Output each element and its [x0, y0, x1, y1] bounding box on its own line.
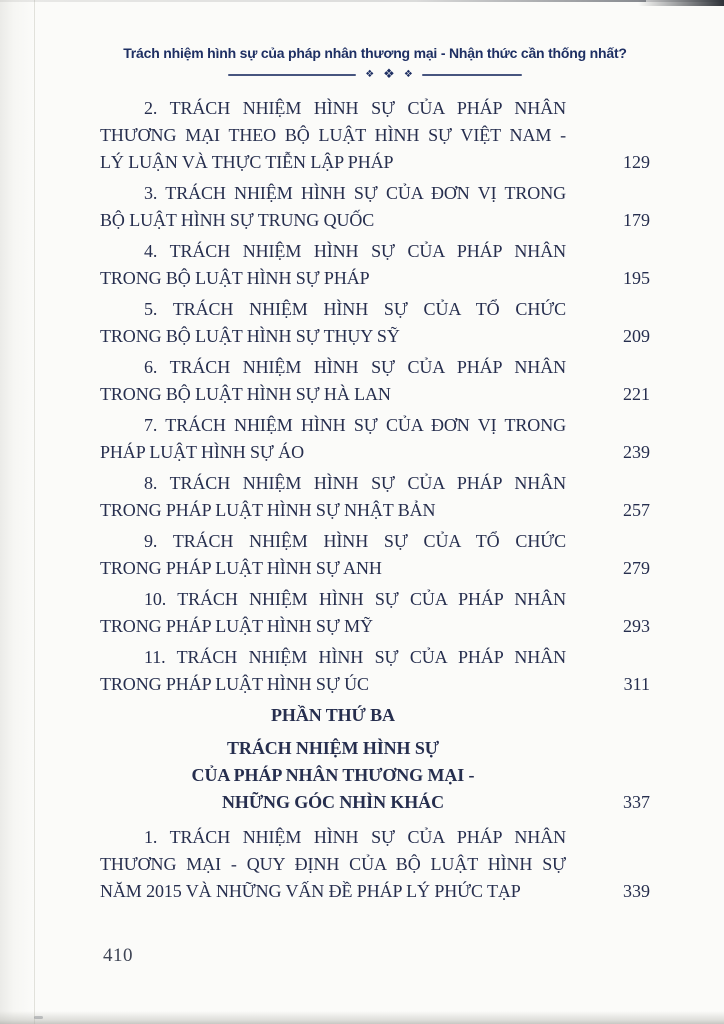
toc-entry-line: 9. TRÁCH NHIỆM HÌNH SỰ CỦA TỔ CHỨC [144, 531, 566, 551]
scan-edge-bottom [0, 1011, 724, 1024]
toc-entry-line: TRONG PHÁP LUẬT HÌNH SỰ MỸ [100, 616, 373, 636]
divider-rule-left [228, 74, 356, 76]
page-number: 129 [623, 152, 650, 172]
toc-entry [100, 296, 650, 350]
toc-entry-line: NĂM 2015 VÀ NHỮNG VẤN ĐỀ PHÁP LÝ PHỨC TẠP [100, 881, 521, 901]
toc-entry-line: TRONG BỘ LUẬT HÌNH SỰ HÀ LAN [100, 384, 391, 404]
toc-entry-line: TRONG PHÁP LUẬT HÌNH SỰ ÚC [100, 674, 369, 694]
table-of-contents [100, 95, 650, 905]
toc-entry [100, 238, 650, 292]
page-content [100, 44, 650, 909]
scan-shadow-corner [638, 0, 724, 6]
section-title-line: NHỮNG GÓC NHÌN KHÁC [222, 792, 444, 812]
toc-entry-line: LÝ LUẬN VÀ THỰC TIỄN LẬP PHÁP [100, 152, 394, 172]
toc-entry-line: 11. TRÁCH NHIỆM HÌNH SỰ CỦA PHÁP NHÂN [144, 647, 566, 667]
page-number: 311 [623, 674, 650, 694]
toc-entry [100, 586, 650, 640]
toc-entry-line: 8. TRÁCH NHIỆM HÌNH SỰ CỦA PHÁP NHÂN [144, 473, 566, 493]
page-number: 279 [623, 558, 650, 578]
page-number: 239 [623, 442, 650, 462]
toc-entries-part2 [100, 95, 650, 698]
page-number: 339 [623, 881, 650, 901]
section-heading-lines [100, 702, 566, 816]
toc-entry [100, 412, 650, 466]
toc-entry [100, 644, 650, 698]
toc-entry-line: TRONG BỘ LUẬT HÌNH SỰ PHÁP [100, 268, 370, 288]
page-number: 195 [623, 268, 650, 288]
toc-entry-line: TRONG PHÁP LUẬT HÌNH SỰ ANH [100, 558, 382, 578]
toc-entry-line: 7. TRÁCH NHIỆM HÌNH SỰ CỦA ĐƠN VỊ TRONG [144, 415, 566, 435]
toc-entries-part3 [100, 824, 650, 905]
running-header [100, 44, 650, 83]
toc-entry [100, 180, 650, 234]
toc-section-heading [100, 702, 650, 816]
ornament-diamond-icon: ❖ [403, 69, 413, 80]
ornament-diamond-icon: ❖ [383, 66, 395, 82]
page-number: 293 [623, 616, 650, 636]
toc-entry-line: 3. TRÁCH NHIỆM HÌNH SỰ CỦA ĐƠN VỊ TRONG [144, 183, 566, 203]
toc-entry [100, 470, 650, 524]
page-number: 337 [623, 792, 650, 812]
running-header-title: Trách nhiệm hình sự của pháp nhân thương mại - Nhận thức cần thống nhất? [123, 45, 627, 61]
scan-edge-left [0, 0, 35, 1024]
scan-streak-top-right [416, 0, 646, 2]
section-title-line: TRÁCH NHIỆM HÌNH SỰ [227, 738, 439, 758]
toc-entry-line: PHÁP LUẬT HÌNH SỰ ÁO [100, 442, 304, 462]
toc-entry-line: TRONG PHÁP LUẬT HÌNH SỰ NHẬT BẢN [100, 500, 436, 520]
toc-entry-line: TRONG BỘ LUẬT HÌNH SỰ THỤY SỸ [100, 326, 400, 346]
toc-entry-line: 4. TRÁCH NHIỆM HÌNH SỰ CỦA PHÁP NHÂN [144, 241, 566, 261]
page-number: 257 [623, 500, 650, 520]
header-divider [100, 67, 650, 83]
scan-speck [34, 1016, 43, 1019]
section-title-line: CỦA PHÁP NHÂN THƯƠNG MẠI - [191, 765, 475, 785]
toc-entry-line: 1. TRÁCH NHIỆM HÌNH SỰ CỦA PHÁP NHÂN [144, 827, 566, 847]
page-number: 179 [623, 210, 650, 230]
toc-entry [100, 354, 650, 408]
toc-entry-line: BỘ LUẬT HÌNH SỰ TRUNG QUỐC [100, 210, 375, 230]
folio-page-number: 410 [103, 945, 133, 966]
toc-entry [100, 528, 650, 582]
section-kicker: PHẦN THỨ BA [271, 705, 395, 725]
page-number: 209 [623, 326, 650, 346]
toc-entry-line: 6. TRÁCH NHIỆM HÌNH SỰ CỦA PHÁP NHÂN [144, 357, 566, 377]
toc-entry-line: THƯƠNG MẠI - QUY ĐỊNH CỦA BỘ LUẬT HÌNH SỰ [100, 854, 566, 874]
toc-entry-line: 10. TRÁCH NHIỆM HÌNH SỰ CỦA PHÁP NHÂN [144, 589, 566, 609]
toc-entry-line: 5. TRÁCH NHIỆM HÌNH SỰ CỦA TỔ CHỨC [144, 299, 566, 319]
toc-entry [100, 824, 650, 905]
toc-entry-line: THƯƠNG MẠI THEO BỘ LUẬT HÌNH SỰ VIỆT NAM - [100, 125, 566, 145]
divider-rule-right [422, 74, 522, 76]
page-number: 221 [623, 384, 650, 404]
toc-entry-line: 2. TRÁCH NHIỆM HÌNH SỰ CỦA PHÁP NHÂN [144, 98, 566, 118]
ornament-diamond-icon: ❖ [365, 69, 375, 80]
toc-entry [100, 95, 650, 176]
